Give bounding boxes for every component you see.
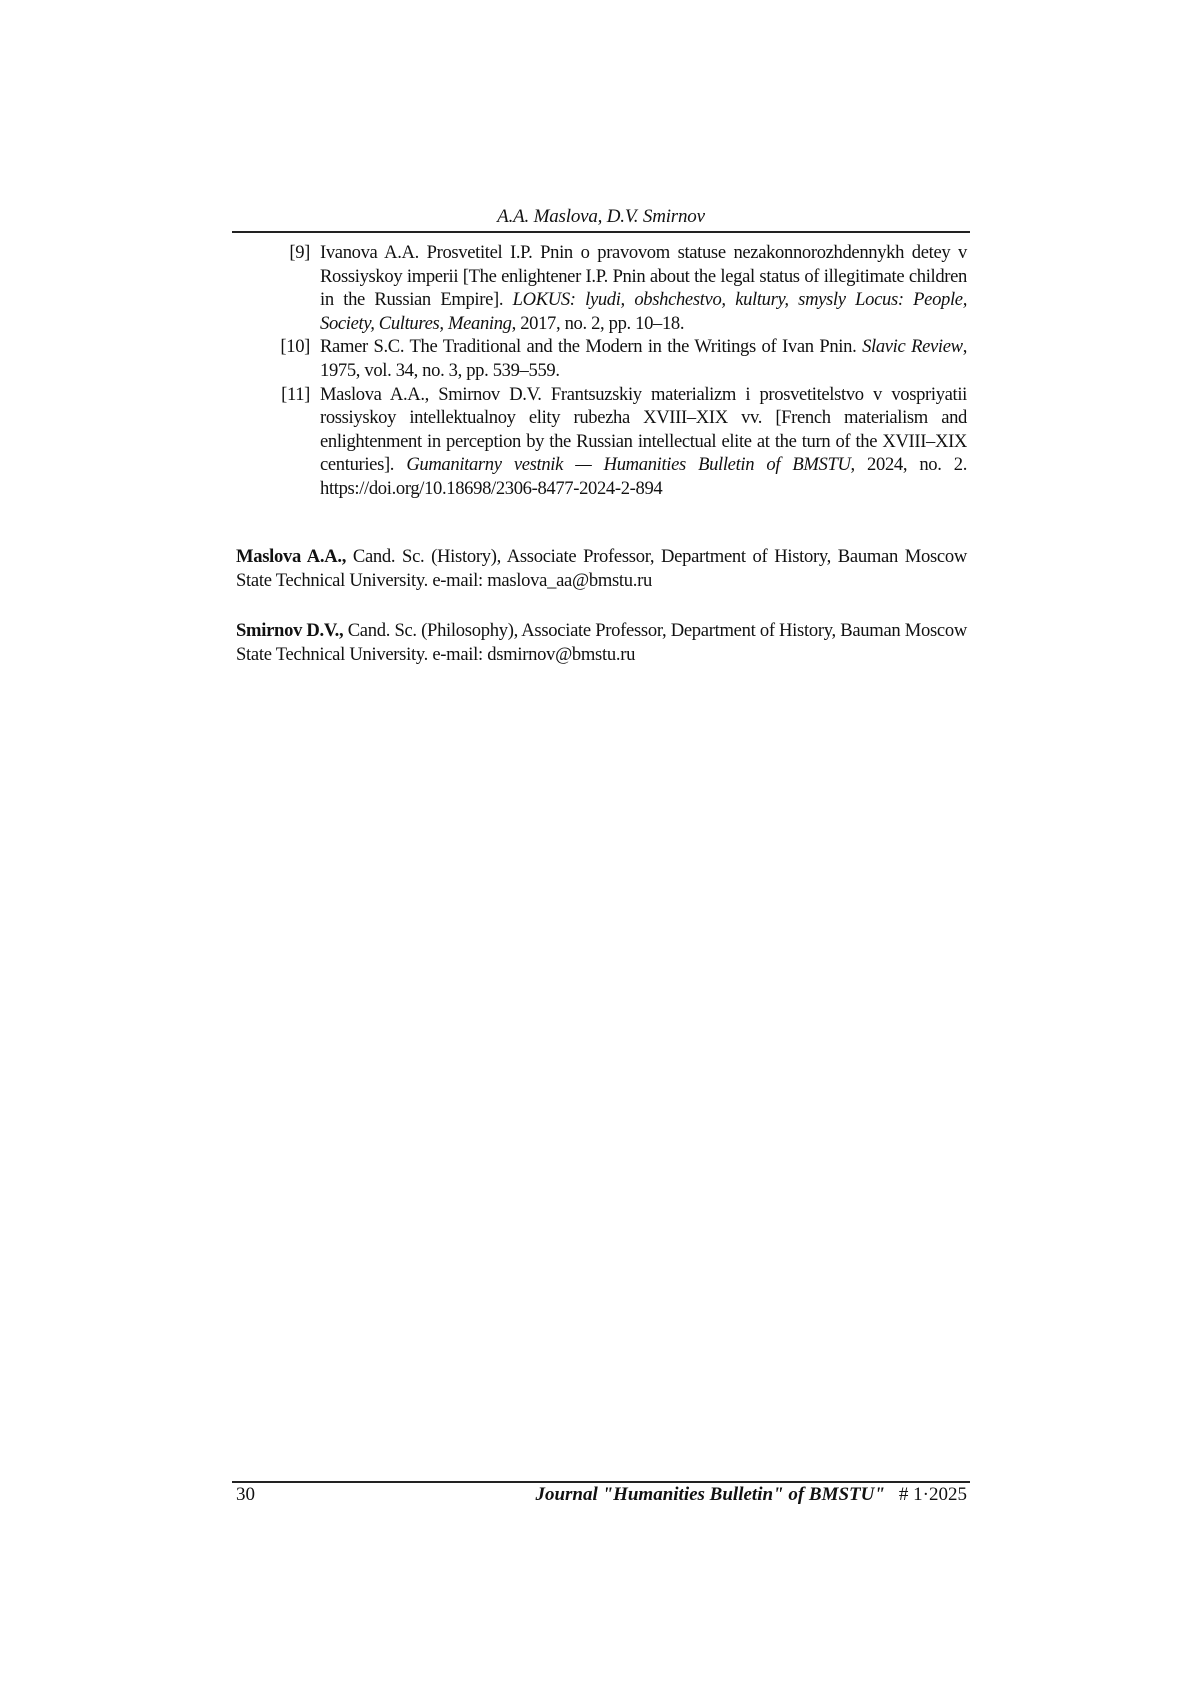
reference-segment: Ramer S.C. The Traditional and the Modern in the Writings of Ivan Pnin. [320,336,863,358]
reference-text [310,241,967,335]
reference-segment: , 2017, no. 2, pp. 10–18. [511,312,685,334]
author-info [236,545,967,593]
reference-journal: LOKUS: lyudi, obshchestvo, kultury, smysly Locus: People, Society, Cultures, Meaning [320,289,967,334]
reference-text [310,383,967,501]
reference-journal: Gumanitarny vestnik — Humanities Bulletin of BMSTU [406,454,851,476]
reference-number: [10] [280,336,310,358]
reference-item [262,335,967,382]
journal-title: Journal "Humanities Bulletin" of BMSTU" [535,1484,885,1505]
reference-segment: Ivanova A.A. Prosvetitel I.P. Pnin o pravovom statuse nezakonnorozhdennykh detey v Rossiyskoy imperii [The enlightener I.P. Pnin about the legal status of illegitimate children in the Russian Empire]. [320,242,967,311]
reference-segment: Maslova A.A., Smirnov D.V. Frantsuzskiy materializm i prosvetitelstvo v vospriyatii rossiyskoy intellektualnoy elity rubezha XVIII–XIX vv. [French materialism and enlightenment in perception by the Russian intellectual elite at the turn of the XVIII–XIX centuries]. [320,383,967,476]
reference-segment: , 1975, vol. 34, no. 3, pp. 539–559. [320,336,967,381]
page-footer [236,1484,967,1506]
author-name: Smirnov D.V., [236,620,344,641]
reference-number: [9] [289,242,310,263]
author-details: Cand. Sc. (Philosophy), Associate Professor, Department of History, Bauman Moscow State Technical University. e-mail: dsmirnov@bmstu.ru [236,620,967,665]
footer-rule [232,1481,970,1483]
running-header: A.A. Maslova, D.V. Smirnov [497,206,705,227]
reference-journal: Slavic Review [862,336,963,358]
reference-number: [11] [281,383,310,405]
page-number: 30 [236,1484,255,1505]
reference-list [262,241,967,501]
reference-segment: , 2024, no. 2. https://doi.org/10.18698/2306-8477-2024-2-894 [320,454,968,499]
author-info [236,619,967,667]
author-details: Cand. Sc. (History), Associate Professor, Department of History, Bauman Moscow State Technical University. e-mail: maslova_aa@bmstu.ru [236,546,967,591]
reference-text [310,335,967,382]
author-name: Maslova A.A., [236,546,347,567]
header-rule [232,231,970,233]
reference-item [262,241,967,335]
reference-item [262,383,967,501]
issue-number: # 1·2025 [898,1484,967,1505]
